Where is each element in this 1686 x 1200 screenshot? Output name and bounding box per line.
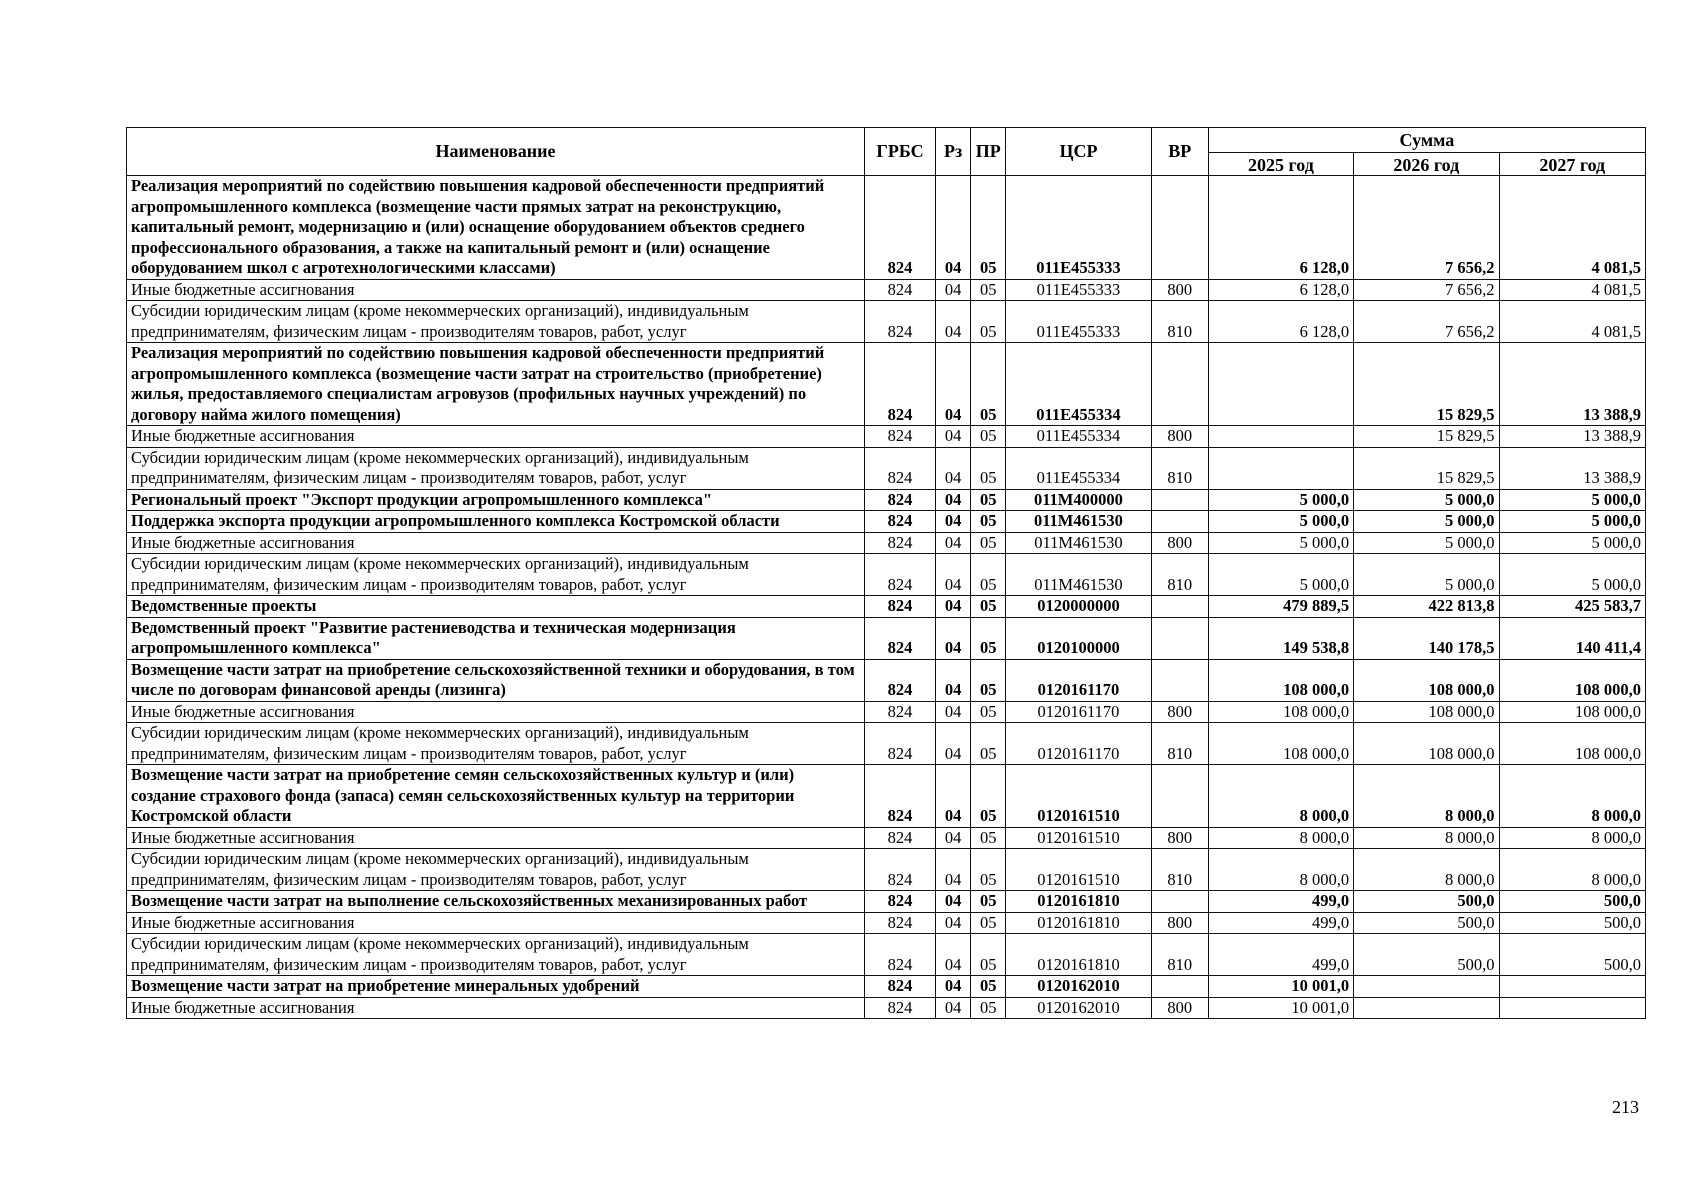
- row-vr: 810: [1151, 447, 1208, 489]
- table-row: [127, 849, 1646, 891]
- row-sum-2025: 8 000,0: [1208, 849, 1353, 891]
- row-grbs: 824: [864, 343, 935, 426]
- row-sum-2025: 6 128,0: [1208, 279, 1353, 301]
- row-csr: 0120162010: [1006, 976, 1151, 998]
- row-sum-2026: 5 000,0: [1354, 511, 1499, 533]
- row-sum-2026: 140 178,5: [1354, 617, 1499, 659]
- row-sum-2026: [1354, 997, 1499, 1019]
- row-name: Реализация мероприятий по содействию повышения кадровой обеспеченности предприятий агропромышленного комплекса (возмещение части затрат на строительство (приобретение) жилья, предоставляемого специалистам агровузов (профильных научных учреждений) по договору найма жилого помещения): [127, 343, 865, 426]
- row-vr: 800: [1151, 426, 1208, 448]
- row-pr: 05: [971, 934, 1006, 976]
- row-name: Иные бюджетные ассигнования: [127, 701, 865, 723]
- row-pr: 05: [971, 827, 1006, 849]
- table-row: [127, 447, 1646, 489]
- row-vr: 810: [1151, 554, 1208, 596]
- row-vr: [1151, 596, 1208, 618]
- row-pr: 05: [971, 447, 1006, 489]
- row-rz: 04: [936, 912, 971, 934]
- row-vr: 810: [1151, 849, 1208, 891]
- table-row: [127, 426, 1646, 448]
- row-rz: 04: [936, 426, 971, 448]
- row-rz: 04: [936, 849, 971, 891]
- row-sum-2027: 425 583,7: [1499, 596, 1645, 618]
- row-name: Региональный проект "Экспорт продукции агропромышленного комплекса": [127, 489, 865, 511]
- row-vr: 800: [1151, 279, 1208, 301]
- row-grbs: 824: [864, 891, 935, 913]
- row-grbs: 824: [864, 849, 935, 891]
- row-sum-2025: 5 000,0: [1208, 554, 1353, 596]
- row-pr: 05: [971, 617, 1006, 659]
- row-sum-2027: 4 081,5: [1499, 176, 1645, 280]
- row-sum-2027: [1499, 997, 1645, 1019]
- row-sum-2025: 5 000,0: [1208, 511, 1353, 533]
- row-rz: 04: [936, 765, 971, 828]
- row-vr: 800: [1151, 701, 1208, 723]
- row-sum-2025: 6 128,0: [1208, 176, 1353, 280]
- row-rz: 04: [936, 554, 971, 596]
- row-rz: 04: [936, 447, 971, 489]
- row-vr: 810: [1151, 301, 1208, 343]
- budget-table: [126, 127, 1646, 1019]
- row-pr: 05: [971, 765, 1006, 828]
- row-sum-2025: 8 000,0: [1208, 765, 1353, 828]
- row-sum-2025: 6 128,0: [1208, 301, 1353, 343]
- table-row: [127, 343, 1646, 426]
- row-pr: 05: [971, 426, 1006, 448]
- row-pr: 05: [971, 176, 1006, 280]
- row-sum-2027: 108 000,0: [1499, 659, 1645, 701]
- row-rz: 04: [936, 343, 971, 426]
- row-name: Ведомственные проекты: [127, 596, 865, 618]
- row-rz: 04: [936, 891, 971, 913]
- row-vr: [1151, 976, 1208, 998]
- row-grbs: 824: [864, 912, 935, 934]
- row-sum-2027: 108 000,0: [1499, 723, 1645, 765]
- row-name: Иные бюджетные ассигнования: [127, 279, 865, 301]
- row-sum-2027: 13 388,9: [1499, 343, 1645, 426]
- row-csr: 0120161810: [1006, 912, 1151, 934]
- row-csr: 011M461530: [1006, 554, 1151, 596]
- row-name: Субсидии юридическим лицам (кроме некоммерческих организаций), индивидуальным предпринимателям, физическим лицам - производителям товаров, работ, услуг: [127, 447, 865, 489]
- row-csr: 0120161170: [1006, 701, 1151, 723]
- table-row: [127, 596, 1646, 618]
- table-row: [127, 532, 1646, 554]
- row-grbs: 824: [864, 596, 935, 618]
- row-rz: 04: [936, 279, 971, 301]
- row-grbs: 824: [864, 489, 935, 511]
- row-sum-2027: 8 000,0: [1499, 849, 1645, 891]
- row-sum-2026: 8 000,0: [1354, 849, 1499, 891]
- row-name: Иные бюджетные ассигнования: [127, 532, 865, 554]
- row-sum-2025: [1208, 447, 1353, 489]
- row-sum-2025: 8 000,0: [1208, 827, 1353, 849]
- row-vr: 800: [1151, 997, 1208, 1019]
- table-row: [127, 617, 1646, 659]
- row-sum-2026: 8 000,0: [1354, 827, 1499, 849]
- row-csr: 0120161510: [1006, 849, 1151, 891]
- row-rz: 04: [936, 934, 971, 976]
- row-sum-2025: 108 000,0: [1208, 723, 1353, 765]
- row-rz: 04: [936, 596, 971, 618]
- row-sum-2027: 4 081,5: [1499, 279, 1645, 301]
- row-rz: 04: [936, 617, 971, 659]
- table-row: [127, 723, 1646, 765]
- row-sum-2025: 479 889,5: [1208, 596, 1353, 618]
- row-sum-2025: 149 538,8: [1208, 617, 1353, 659]
- row-rz: 04: [936, 997, 971, 1019]
- row-sum-2026: 5 000,0: [1354, 554, 1499, 596]
- row-grbs: 824: [864, 701, 935, 723]
- row-sum-2025: 108 000,0: [1208, 701, 1353, 723]
- row-csr: 0120100000: [1006, 617, 1151, 659]
- row-pr: 05: [971, 279, 1006, 301]
- row-name: Иные бюджетные ассигнования: [127, 827, 865, 849]
- row-grbs: 824: [864, 447, 935, 489]
- row-sum-2025: 499,0: [1208, 891, 1353, 913]
- row-csr: 0120162010: [1006, 997, 1151, 1019]
- row-sum-2026: 500,0: [1354, 891, 1499, 913]
- row-sum-2025: 499,0: [1208, 934, 1353, 976]
- header-csr: ЦСР: [1006, 128, 1151, 176]
- row-rz: 04: [936, 511, 971, 533]
- row-name: Субсидии юридическим лицам (кроме некоммерческих организаций), индивидуальным предпринимателям, физическим лицам - производителям товаров, работ, услуг: [127, 934, 865, 976]
- row-pr: 05: [971, 912, 1006, 934]
- row-sum-2027: 13 388,9: [1499, 447, 1645, 489]
- table-row: [127, 301, 1646, 343]
- row-name: Реализация мероприятий по содействию повышения кадровой обеспеченности предприятий агропромышленного комплекса (возмещение части прямых затрат на реконструкцию, капитальный ремонт, модернизацию и (или) оснащение оборудованием объектов среднего профессионального образования, а также на капитальный ремонт и (или) оснащение оборудованием школ с агротехнологическими классами): [127, 176, 865, 280]
- row-grbs: 824: [864, 532, 935, 554]
- table-row: [127, 554, 1646, 596]
- row-rz: 04: [936, 301, 971, 343]
- row-name: Поддержка экспорта продукции агропромышленного комплекса Костромской области: [127, 511, 865, 533]
- table-row: [127, 976, 1646, 998]
- row-csr: 0120161170: [1006, 659, 1151, 701]
- row-grbs: 824: [864, 723, 935, 765]
- row-vr: [1151, 176, 1208, 280]
- row-grbs: 824: [864, 934, 935, 976]
- table-row: [127, 511, 1646, 533]
- row-name: Возмещение части затрат на приобретение минеральных удобрений: [127, 976, 865, 998]
- row-vr: 800: [1151, 532, 1208, 554]
- row-rz: 04: [936, 723, 971, 765]
- row-pr: 05: [971, 343, 1006, 426]
- row-pr: 05: [971, 701, 1006, 723]
- row-sum-2027: 4 081,5: [1499, 301, 1645, 343]
- row-rz: 04: [936, 532, 971, 554]
- row-pr: 05: [971, 976, 1006, 998]
- header-year-2026: 2026 год: [1354, 153, 1499, 176]
- header-grbs: ГРБС: [864, 128, 935, 176]
- row-sum-2026: 108 000,0: [1354, 659, 1499, 701]
- header-name: Наименование: [127, 128, 865, 176]
- row-sum-2026: 5 000,0: [1354, 489, 1499, 511]
- row-sum-2027: 5 000,0: [1499, 532, 1645, 554]
- row-grbs: 824: [864, 176, 935, 280]
- row-csr: 0120000000: [1006, 596, 1151, 618]
- row-name: Субсидии юридическим лицам (кроме некоммерческих организаций), индивидуальным предпринимателям, физическим лицам - производителям товаров, работ, услуг: [127, 554, 865, 596]
- row-csr: 011E455333: [1006, 176, 1151, 280]
- row-sum-2025: 499,0: [1208, 912, 1353, 934]
- row-sum-2025: 5 000,0: [1208, 489, 1353, 511]
- row-grbs: 824: [864, 827, 935, 849]
- table-row: [127, 701, 1646, 723]
- table-row: [127, 827, 1646, 849]
- row-name: Иные бюджетные ассигнования: [127, 912, 865, 934]
- row-sum-2027: 108 000,0: [1499, 701, 1645, 723]
- row-pr: 05: [971, 891, 1006, 913]
- row-vr: 810: [1151, 723, 1208, 765]
- row-sum-2025: [1208, 426, 1353, 448]
- row-csr: 0120161170: [1006, 723, 1151, 765]
- row-csr: 011E455334: [1006, 447, 1151, 489]
- row-vr: 810: [1151, 934, 1208, 976]
- row-sum-2026: 15 829,5: [1354, 343, 1499, 426]
- row-csr: 011M461530: [1006, 511, 1151, 533]
- row-grbs: 824: [864, 617, 935, 659]
- row-csr: 011E455333: [1006, 301, 1151, 343]
- row-rz: 04: [936, 489, 971, 511]
- row-sum-2026: 5 000,0: [1354, 532, 1499, 554]
- row-sum-2026: 500,0: [1354, 912, 1499, 934]
- table-row: [127, 659, 1646, 701]
- row-csr: 011E455333: [1006, 279, 1151, 301]
- header-year-2025: 2025 год: [1208, 153, 1353, 176]
- row-sum-2025: 5 000,0: [1208, 532, 1353, 554]
- row-sum-2027: 13 388,9: [1499, 426, 1645, 448]
- row-name: Возмещение части затрат на выполнение сельскохозяйственных механизированных работ: [127, 891, 865, 913]
- row-vr: [1151, 343, 1208, 426]
- row-pr: 05: [971, 489, 1006, 511]
- row-csr: 011M461530: [1006, 532, 1151, 554]
- table-row: [127, 279, 1646, 301]
- row-grbs: 824: [864, 976, 935, 998]
- row-name: Возмещение части затрат на приобретение семян сельскохозяйственных культур и (или) создание страхового фонда (запаса) семян сельскохозяйственных культур на территории Костромской области: [127, 765, 865, 828]
- row-name: Возмещение части затрат на приобретение сельскохозяйственной техники и оборудования, в том числе по договорам финансовой аренды (лизинга): [127, 659, 865, 701]
- row-sum-2027: 5 000,0: [1499, 511, 1645, 533]
- row-grbs: 824: [864, 765, 935, 828]
- table-row: [127, 176, 1646, 280]
- row-sum-2026: 108 000,0: [1354, 723, 1499, 765]
- row-pr: 05: [971, 723, 1006, 765]
- row-csr: 0120161510: [1006, 765, 1151, 828]
- row-sum-2027: 8 000,0: [1499, 827, 1645, 849]
- row-grbs: 824: [864, 511, 935, 533]
- row-sum-2025: [1208, 343, 1353, 426]
- table-row: [127, 997, 1646, 1019]
- row-vr: [1151, 765, 1208, 828]
- header-pr: ПР: [971, 128, 1006, 176]
- row-grbs: 824: [864, 279, 935, 301]
- row-pr: 05: [971, 301, 1006, 343]
- row-name: Субсидии юридическим лицам (кроме некоммерческих организаций), индивидуальным предпринимателям, физическим лицам - производителям товаров, работ, услуг: [127, 723, 865, 765]
- row-sum-2026: 500,0: [1354, 934, 1499, 976]
- row-sum-2026: 15 829,5: [1354, 426, 1499, 448]
- row-vr: [1151, 511, 1208, 533]
- row-vr: [1151, 891, 1208, 913]
- row-sum-2026: 7 656,2: [1354, 176, 1499, 280]
- row-sum-2025: 10 001,0: [1208, 976, 1353, 998]
- row-csr: 0120161810: [1006, 934, 1151, 976]
- row-vr: [1151, 617, 1208, 659]
- row-grbs: 824: [864, 659, 935, 701]
- table-row: [127, 765, 1646, 828]
- row-sum-2026: 108 000,0: [1354, 701, 1499, 723]
- header-sum: Сумма: [1208, 128, 1645, 153]
- row-grbs: 824: [864, 554, 935, 596]
- row-sum-2027: 5 000,0: [1499, 489, 1645, 511]
- row-grbs: 824: [864, 426, 935, 448]
- row-vr: [1151, 489, 1208, 511]
- row-sum-2025: 10 001,0: [1208, 997, 1353, 1019]
- row-csr: 011E455334: [1006, 343, 1151, 426]
- row-pr: 05: [971, 554, 1006, 596]
- table-row: [127, 934, 1646, 976]
- row-pr: 05: [971, 997, 1006, 1019]
- row-sum-2027: 5 000,0: [1499, 554, 1645, 596]
- table-row: [127, 912, 1646, 934]
- row-grbs: 824: [864, 301, 935, 343]
- row-sum-2027: 500,0: [1499, 934, 1645, 976]
- row-sum-2026: 7 656,2: [1354, 279, 1499, 301]
- row-sum-2026: 15 829,5: [1354, 447, 1499, 489]
- table-row: [127, 489, 1646, 511]
- row-pr: 05: [971, 511, 1006, 533]
- row-csr: 0120161810: [1006, 891, 1151, 913]
- row-rz: 04: [936, 176, 971, 280]
- row-csr: 011M400000: [1006, 489, 1151, 511]
- row-grbs: 824: [864, 997, 935, 1019]
- table-row: [127, 891, 1646, 913]
- row-sum-2027: 8 000,0: [1499, 765, 1645, 828]
- row-name: Иные бюджетные ассигнования: [127, 997, 865, 1019]
- table-body: [127, 176, 1646, 1019]
- row-pr: 05: [971, 659, 1006, 701]
- row-vr: 800: [1151, 912, 1208, 934]
- row-rz: 04: [936, 701, 971, 723]
- row-vr: 800: [1151, 827, 1208, 849]
- header-vr: ВР: [1151, 128, 1208, 176]
- row-sum-2027: 140 411,4: [1499, 617, 1645, 659]
- row-vr: [1151, 659, 1208, 701]
- header-year-2027: 2027 год: [1499, 153, 1645, 176]
- row-pr: 05: [971, 532, 1006, 554]
- row-sum-2026: 8 000,0: [1354, 765, 1499, 828]
- header-rz: Рз: [936, 128, 971, 176]
- row-rz: 04: [936, 827, 971, 849]
- row-sum-2026: [1354, 976, 1499, 998]
- row-sum-2025: 108 000,0: [1208, 659, 1353, 701]
- row-name: Ведомственный проект "Развитие растениеводства и техническая модернизация агропромышленного комплекса": [127, 617, 865, 659]
- row-name: Субсидии юридическим лицам (кроме некоммерческих организаций), индивидуальным предпринимателям, физическим лицам - производителям товаров, работ, услуг: [127, 301, 865, 343]
- row-rz: 04: [936, 659, 971, 701]
- row-name: Субсидии юридическим лицам (кроме некоммерческих организаций), индивидуальным предпринимателям, физическим лицам - производителям товаров, работ, услуг: [127, 849, 865, 891]
- row-csr: 0120161510: [1006, 827, 1151, 849]
- row-csr: 011E455334: [1006, 426, 1151, 448]
- row-sum-2027: [1499, 976, 1645, 998]
- page-number: 213: [1612, 1097, 1639, 1117]
- row-sum-2026: 422 813,8: [1354, 596, 1499, 618]
- row-pr: 05: [971, 849, 1006, 891]
- row-pr: 05: [971, 596, 1006, 618]
- row-sum-2027: 500,0: [1499, 912, 1645, 934]
- row-sum-2027: 500,0: [1499, 891, 1645, 913]
- row-name: Иные бюджетные ассигнования: [127, 426, 865, 448]
- row-rz: 04: [936, 976, 971, 998]
- row-sum-2026: 7 656,2: [1354, 301, 1499, 343]
